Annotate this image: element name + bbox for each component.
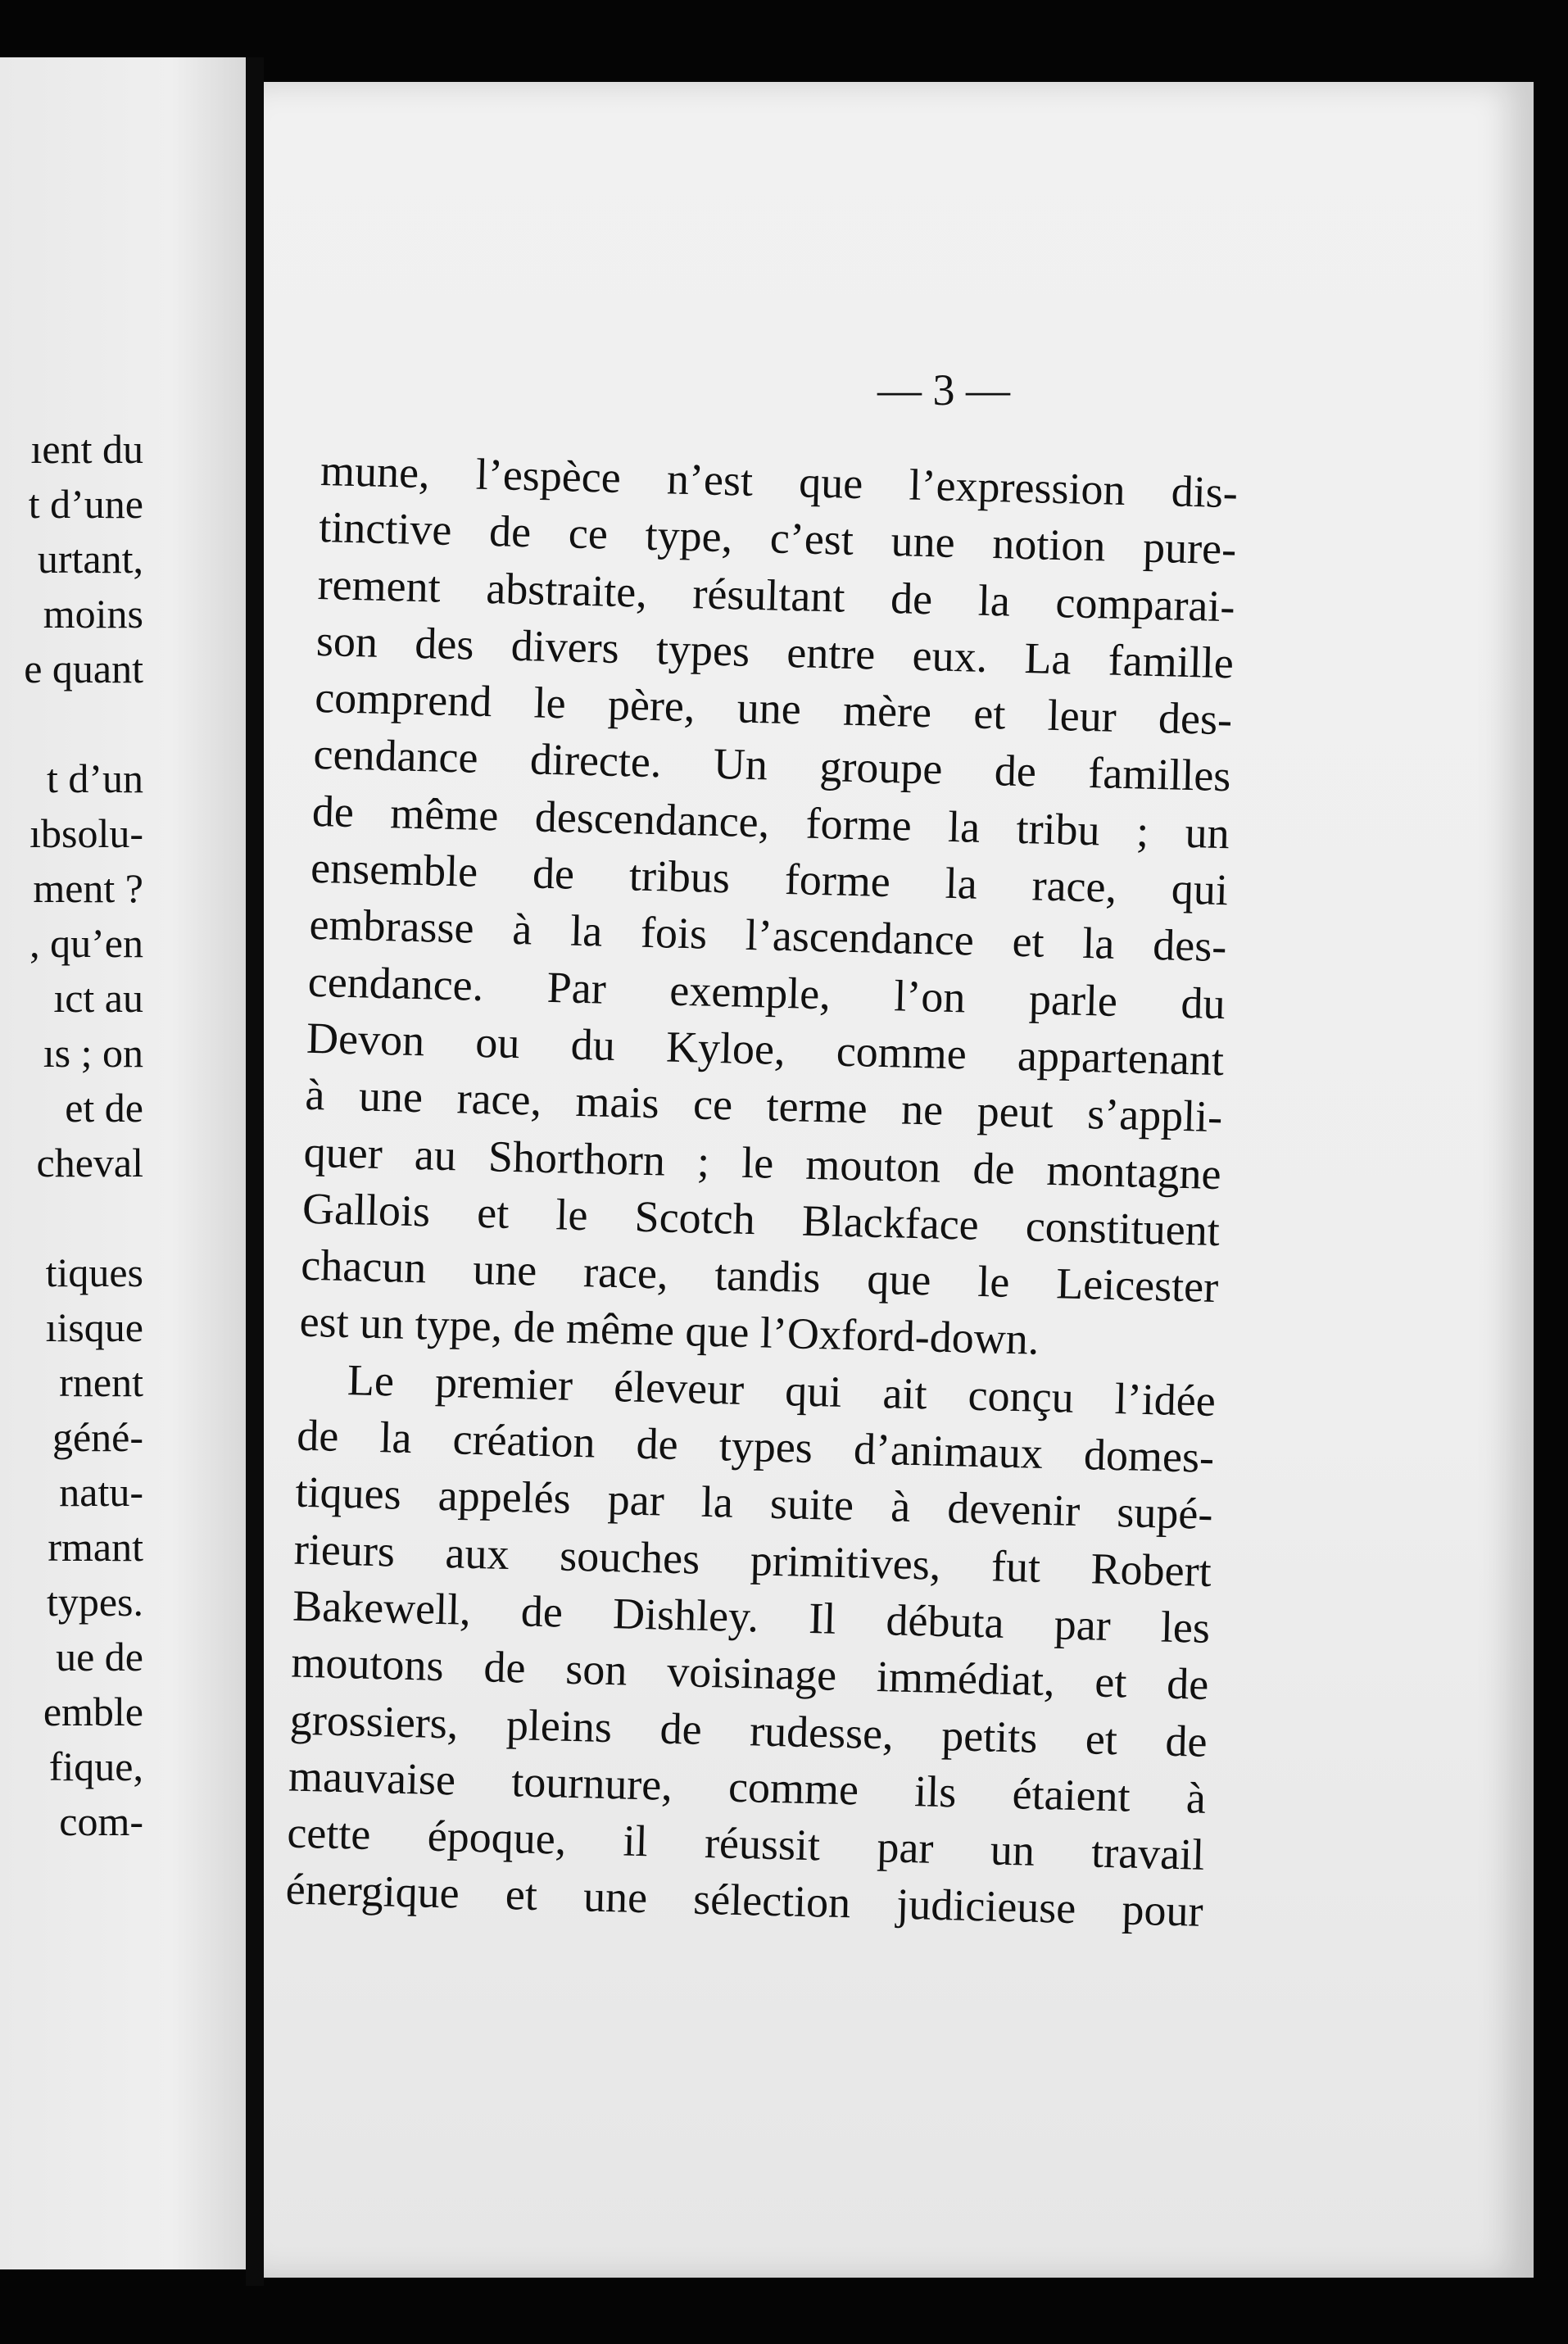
left-text-line: ıisque — [45, 1304, 143, 1350]
left-text-line: rmant — [48, 1524, 143, 1570]
text-line: énergique et une sélection judicieuse pour — [285, 1864, 1204, 1937]
text-line: cendance. Par exemple, l’on parle du — [307, 956, 1226, 1028]
page-number: — 3 — — [877, 365, 1010, 415]
left-text-line: ue de — [56, 1634, 143, 1680]
left-text-line: ıs ; on — [43, 1030, 143, 1076]
text-line: rement abstraite, résultant de la comparai- — [317, 559, 1236, 631]
text-line: de la création de types d’animaux domes- — [296, 1410, 1215, 1483]
left-text-line: e quant — [24, 646, 143, 691]
text-line: comprend le père, une mère et leur des- — [314, 673, 1233, 745]
left-text-line: géné- — [52, 1414, 143, 1460]
left-text-line: ıct au — [53, 975, 143, 1021]
text-line: embrasse à la fois l’ascendance et la des- — [308, 900, 1228, 972]
left-text-line: cheval — [36, 1140, 143, 1186]
text-line: est un type, de même que l’Oxford-down. — [299, 1297, 1040, 1365]
text-line: Devon ou du Kyloe, comme appartenant — [306, 1013, 1225, 1086]
body-text — [285, 442, 1239, 1941]
page-gutter — [246, 57, 264, 2286]
left-text-line: , qu’en — [29, 920, 143, 966]
left-text-line: ment ? — [33, 865, 143, 911]
left-text-line: natu- — [59, 1469, 143, 1515]
left-text-line: emble — [43, 1689, 143, 1734]
text-line: grossiers, pleins de rudesse, petits et de — [289, 1694, 1208, 1766]
text-line: tiques appelés par la suite à devenir supé- — [294, 1467, 1214, 1539]
left-text-line: types. — [46, 1579, 143, 1625]
left-text-line: com- — [59, 1798, 143, 1844]
text-line: tinctive de ce type, c’est une notion pure- — [318, 502, 1237, 574]
text-line: mune, l’espèce n’est que l’expression dis- — [319, 445, 1239, 518]
text-line: de même descendance, forme la tribu ; un — [311, 786, 1230, 859]
left-text-line: urtant, — [37, 536, 143, 582]
text-line: quer au Shorthorn ; le mouton de montagne — [303, 1127, 1222, 1199]
text-line: son des divers types entre eux. La famille — [315, 615, 1235, 688]
left-text-line: et de — [65, 1085, 143, 1131]
left-text-line: t d’une — [28, 481, 143, 527]
text-line: mauvaise tournure, comme ils étaient à — [288, 1751, 1207, 1823]
left-text-line — [0, 1190, 143, 1245]
text-line: rieurs aux souches primitives, fut Robert — [293, 1524, 1212, 1596]
left-page — [0, 57, 246, 2269]
left-text-line: moins — [43, 591, 143, 637]
left-text-line: fique, — [48, 1743, 143, 1789]
left-text-line — [0, 696, 143, 751]
text-line: cendance directe. Un groupe de familles — [312, 729, 1232, 801]
text-line: Le premier éleveur qui ait conçu l’idée — [347, 1354, 1217, 1426]
left-text-line: tiques — [45, 1249, 143, 1295]
left-page-text — [0, 422, 143, 1849]
text-line: ensemble de tribus forme la race, qui — [310, 842, 1229, 915]
left-text-line: ıent du — [30, 426, 143, 472]
left-text-line: rnent — [59, 1359, 143, 1405]
text-line: cette époque, il réussit par un travail — [286, 1807, 1205, 1879]
text-line: Gallois et le Scotch Blackface constituent — [301, 1183, 1221, 1255]
text-line: chacun une race, tandis que le Leicester — [300, 1240, 1219, 1313]
text-line: à une race, mais ce terme ne peut s’appli- — [304, 1070, 1223, 1142]
left-text-line: t d’un — [46, 755, 143, 801]
text-line: moutons de son voisinage immédiat, et de — [290, 1637, 1210, 1710]
text-line: Bakewell, de Dishley. Il débuta par les — [292, 1580, 1211, 1653]
right-page — [264, 82, 1534, 2278]
left-text-line: ıbsolu- — [29, 810, 143, 856]
